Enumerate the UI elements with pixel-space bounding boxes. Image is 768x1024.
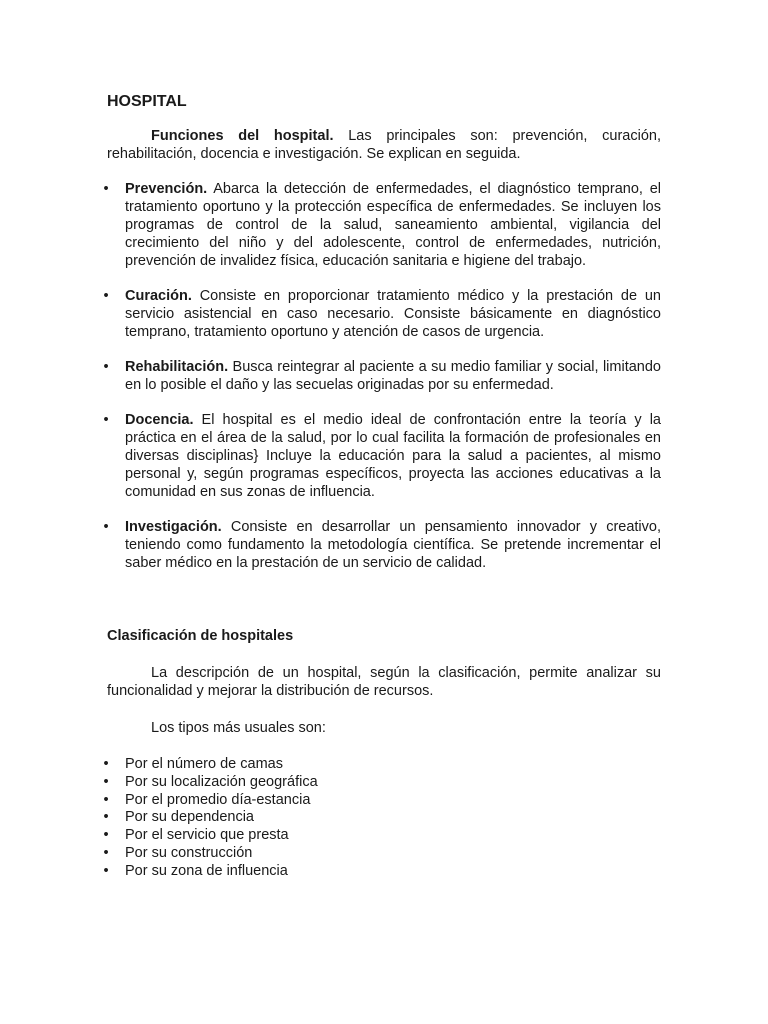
list-item (0, 756, 318, 774)
section-subtitle: Clasificación de hospitales (107, 628, 294, 644)
bullet-marker: • (103, 809, 109, 826)
type-label: Por su localización geográfica (125, 773, 318, 790)
function-term: Investigación. (125, 519, 222, 535)
list-item (0, 287, 661, 341)
type-label: Por el servicio que presta (125, 827, 289, 844)
function-term: Rehabilitación. (125, 359, 229, 375)
bullet-marker: • (103, 412, 109, 428)
function-text: Abarca la detección de enfermedades, el diagnóstico temprano, el tratamiento oportuno y la protección específica de enfermedades. Se incluyen los programas de control de la salud, saneamiento ambiental, vigilancia del crecimiento del niño y del adolescente, control de enfermedades, nutrición, prevención de invalidez física, educación sanitaria e higiene del trabajo. (125, 181, 661, 269)
list-item (0, 180, 661, 270)
bullet-marker: • (103, 862, 109, 879)
function-text: Consiste en proporcionar tratamiento médico y la prestación de un servicio asistencial en caso necesario. Consiste básicamente en diagnóstico temprano, tratamiento oportuno y atención de casos de urgencia. (125, 288, 661, 340)
list-item (0, 863, 318, 881)
functions-list (0, 180, 768, 589)
function-text: Consiste en desarrollar un pensamiento innovador y creativo, teniendo como fundamento la metodología científica. Se pretende incrementar el saber médico en la prestación de un servicio de calidad. (125, 519, 661, 571)
intro-text: Las principales son: prevención, curación, rehabilitación, docencia e investigación. Se explican en seguida. (107, 128, 661, 162)
type-label: Por el promedio día-estancia (125, 791, 311, 808)
list-item (0, 792, 318, 810)
list-item (0, 774, 318, 792)
bullet-marker: • (103, 791, 109, 808)
bullet-marker: • (103, 756, 109, 772)
type-label: Por el número de camas (125, 756, 283, 772)
function-term: Docencia. (125, 412, 194, 428)
type-label: Por su dependencia (125, 809, 254, 826)
bullet-marker: • (103, 773, 109, 790)
list-item (0, 358, 661, 394)
function-term: Prevención. (125, 181, 208, 197)
bullet-marker: • (103, 288, 109, 304)
list-item (0, 518, 661, 572)
bullet-marker: • (103, 359, 109, 375)
list-item (0, 845, 318, 863)
type-label: Por su zona de influencia (125, 862, 288, 879)
bullet-marker: • (103, 827, 109, 844)
page-title: HOSPITAL (107, 93, 187, 110)
list-item (0, 809, 318, 827)
types-list (0, 756, 318, 881)
bullet-marker: • (103, 181, 109, 197)
list-item (0, 827, 318, 845)
types-intro: Los tipos más usuales son: (151, 720, 326, 736)
type-label: Por su construcción (125, 844, 253, 861)
classification-description: La descripción de un hospital, según la clasificación, permite analizar su funcionalidad y mejorar la distribución de recursos. (107, 665, 661, 699)
function-term: Curación. (125, 288, 192, 304)
function-text: Busca reintegrar al paciente a su medio familiar y social, limitando en lo posible el daño y las secuelas originadas por su enfermedad. (125, 359, 661, 393)
list-item (0, 411, 661, 501)
intro-paragraph (107, 127, 661, 163)
function-text: El hospital es el medio ideal de confrontación entre la teoría y la práctica en el área de la salud, por lo cual facilita la formación de profesionales en diversas disciplinas} Incluye la educación para la salud a pacientes, al mismo personal y, según programas específicos, proyecta las acciones educativas a la comunidad en sus zonas de influencia. (125, 412, 661, 500)
intro-lead: Funciones del hospital. (151, 128, 334, 144)
bullet-marker: • (103, 519, 109, 535)
bullet-marker: • (103, 844, 109, 861)
